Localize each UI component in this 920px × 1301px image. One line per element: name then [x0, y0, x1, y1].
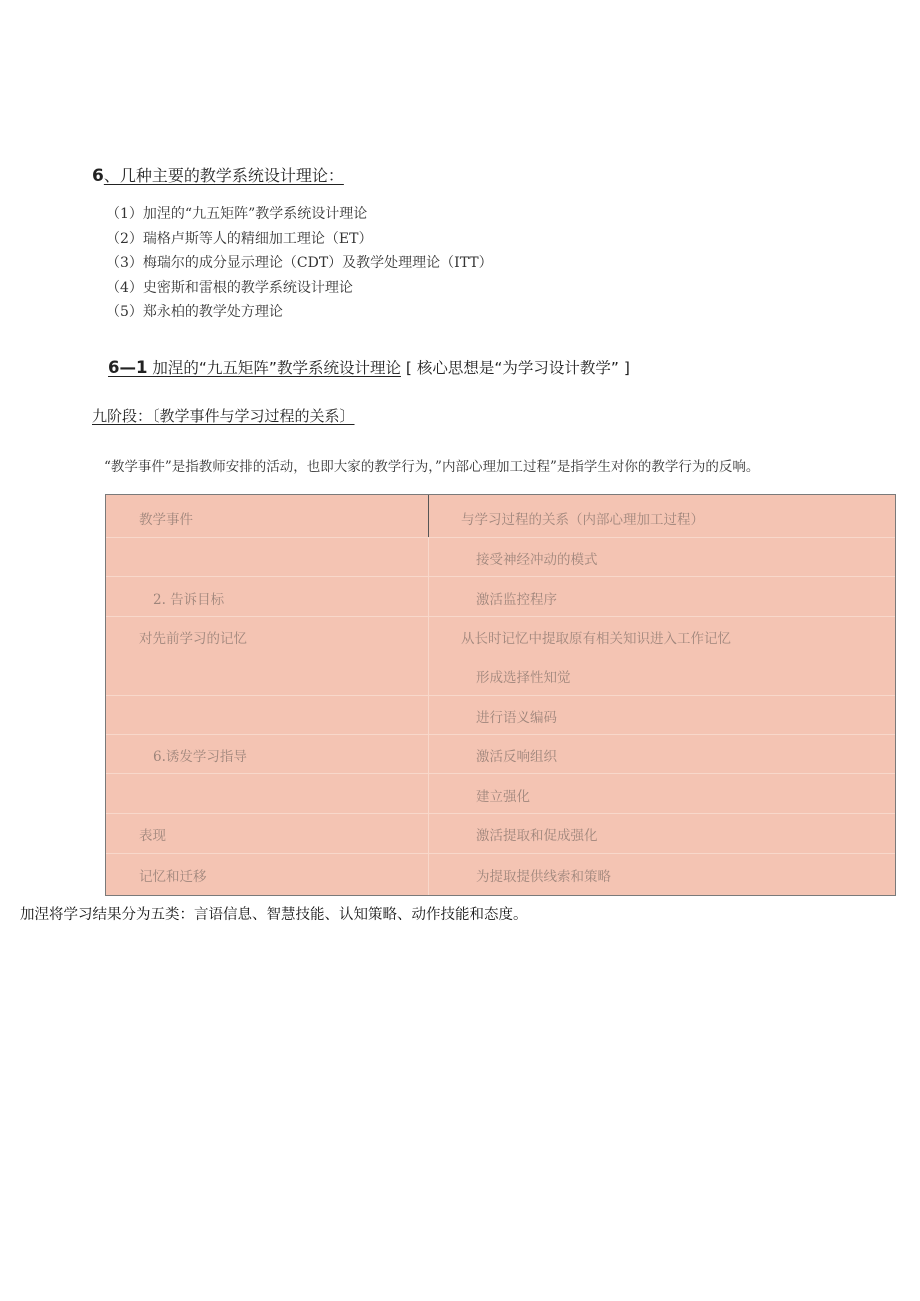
table-cell: 激活提取和促成强化 [476, 828, 598, 844]
column-divider [428, 537, 429, 895]
row-divider [106, 695, 895, 696]
events-table [105, 494, 896, 896]
table-cell: 建立强化 [476, 789, 530, 805]
table-cell: 接受神经冲动的模式 [476, 552, 598, 568]
row-divider [106, 576, 895, 577]
learning-outcomes-note: 加涅将学习结果分为五类：言语信息、智慧技能、认知策略、动作技能和态度。 [20, 907, 528, 923]
table-cell: 为提取提供线索和策略 [476, 869, 611, 885]
table-cell: 进行语义编码 [476, 710, 557, 726]
theory-item-4: （4）史密斯和雷根的教学系统设计理论 [106, 280, 353, 296]
row-divider [106, 616, 895, 617]
theory-item-5: （5）郑永柏的教学处方理论 [106, 304, 283, 320]
events-description: “教学事件”是指教师安排的活动，也即大家的教学行为，”内部心理加工过程”是指学生对你的教学行为的反响。 [104, 459, 760, 475]
row-divider [106, 773, 895, 774]
table-cell: 从长时记忆中提取原有相关知识进入工作记忆 [461, 631, 731, 647]
theory-item-2: （2）瑞格卢斯等人的精细加工理论（ET） [106, 231, 373, 247]
table-cell: 激活监控程序 [476, 592, 557, 608]
section-6-heading [92, 163, 344, 186]
theory-item-3: （3）梅瑞尔的成分显示理论（CDT）及教学处理理论（ITT） [106, 255, 493, 271]
row-divider [106, 813, 895, 814]
row-divider [106, 537, 895, 538]
section-6-1-heading [108, 356, 630, 378]
section-6-1-title: 加涅的“九五矩阵”教学系统设计理论 [147, 359, 401, 377]
header-teaching-events: 教学事件 [139, 512, 193, 528]
table-cell: 形成选择性知觉 [476, 670, 571, 686]
table-cell: 6.诱发学习指导 [153, 749, 247, 765]
table-cell: 对先前学习的记忆 [139, 631, 247, 647]
table-cell: 记忆和迁移 [139, 869, 207, 885]
section-6-title: 、几种主要的教学系统设计理论： [103, 166, 344, 185]
section-6-number: 6 [92, 166, 104, 186]
stage-heading: 九阶段：〔教学事件与学习过程的关系〕 [92, 407, 355, 425]
header-column-divider [428, 495, 429, 537]
section-6-1-number: 6—1 [108, 358, 148, 377]
row-divider [106, 734, 895, 735]
row-divider [106, 853, 895, 854]
table-cell: 激活反响组织 [476, 749, 557, 765]
header-learning-process: 与学习过程的关系（内部心理加工过程） [461, 512, 704, 528]
table-cell: 2. 告诉目标 [153, 592, 225, 608]
theory-item-1: （1）加涅的“九五矩阵”教学系统设计理论 [106, 206, 368, 222]
section-6-1-core-idea: [ 核心思想是“为学习设计教学” ] [405, 359, 630, 377]
table-cell: 表现 [139, 828, 166, 844]
